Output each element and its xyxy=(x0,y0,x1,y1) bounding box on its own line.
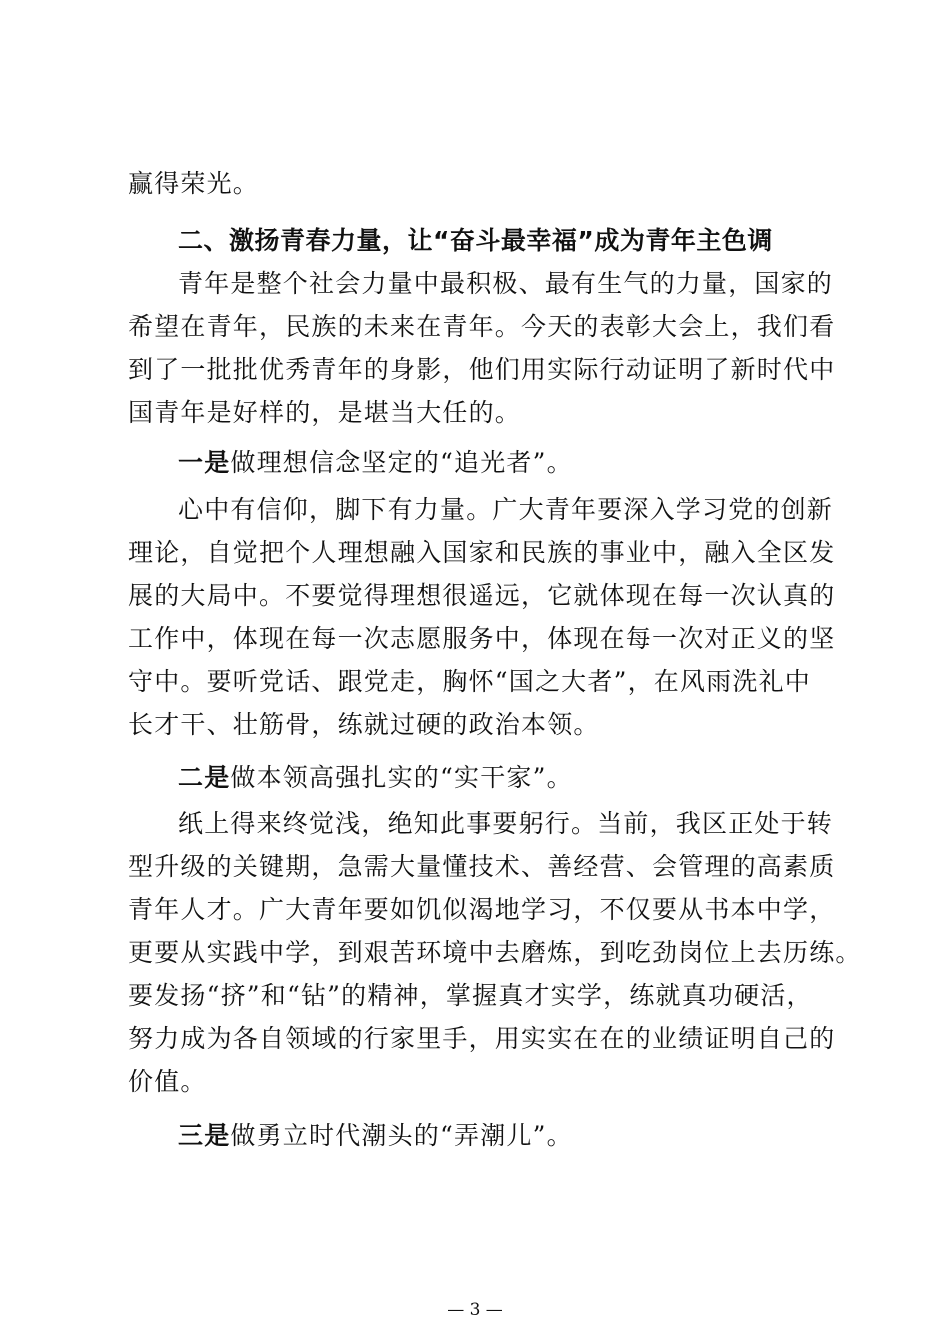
point-lead: 一是 xyxy=(178,448,231,477)
paragraph-line: 赢得荣光。 xyxy=(128,169,260,198)
paragraph-line: 青年人才。广大青年要如饥似渴地学习，不仅要从书本中学， xyxy=(128,895,836,924)
paragraph-line: 青年是整个社会力量中最积极、最有生气的力量，国家的 xyxy=(178,269,834,298)
paragraph-line: 更要从实践中学，到艰苦环境中去磨炼，到吃劲岗位上去历练。 xyxy=(128,938,862,967)
paragraph-line: 希望在青年，民族的未来在青年。今天的表彰大会上，我们看 xyxy=(128,312,836,341)
point-one xyxy=(178,445,898,481)
paragraph-line: 要发扬“挤”和“钻”的精神，掌握真才实学，练就真功硬活， xyxy=(128,981,813,1010)
paragraph-line: 纸上得来终觉浅，绝知此事要躬行。当前，我区正处于转 xyxy=(178,809,834,838)
point-three xyxy=(178,1118,898,1154)
paragraph-line: 到了一批批优秀青年的身影，他们用实际行动证明了新时代中 xyxy=(128,355,836,384)
paragraph-line: 心中有信仰，脚下有力量。广大青年要深入学习党的创新 xyxy=(178,495,834,524)
point-text: 做本领高强扎实的“实干家”。 xyxy=(230,763,573,792)
section-heading: 二、激扬青春力量，让“奋斗最幸福”成为青年主色调 xyxy=(178,226,773,255)
paragraph-line: 国青年是好样的，是堪当大任的。 xyxy=(128,398,522,427)
point-text: 做勇立时代潮头的“弄潮儿”。 xyxy=(230,1121,573,1150)
paragraph-line: 长才干、壮筋骨，练就过硬的政治本领。 xyxy=(128,710,600,739)
point-lead: 二是 xyxy=(178,763,231,792)
paragraph-line: 价值。 xyxy=(128,1067,207,1096)
paragraph-line: 守中。要听党话、跟党走，胸怀“国之大者”，在风雨洗礼中 xyxy=(128,667,811,696)
paragraph-line: 努力成为各自领域的行家里手，用实实在在的业绩证明自己的 xyxy=(128,1024,836,1053)
point-text: 做理想信念坚定的“追光者”。 xyxy=(230,448,573,477)
point-lead: 三是 xyxy=(178,1121,231,1150)
paragraph-line: 展的大局中。不要觉得理想很遥远，它就体现在每一次认真的 xyxy=(128,581,836,610)
paragraph-line: 理论，自觉把个人理想融入国家和民族的事业中，融入全区发 xyxy=(128,538,836,567)
point-two xyxy=(178,760,898,796)
page-number: — 3 — xyxy=(447,1300,503,1320)
paragraph-line: 工作中，体现在每一次志愿服务中，体现在每一次对正义的坚 xyxy=(128,624,836,653)
paragraph-line: 型升级的关键期，急需大量懂技术、善经营、会管理的高素质 xyxy=(128,852,836,881)
